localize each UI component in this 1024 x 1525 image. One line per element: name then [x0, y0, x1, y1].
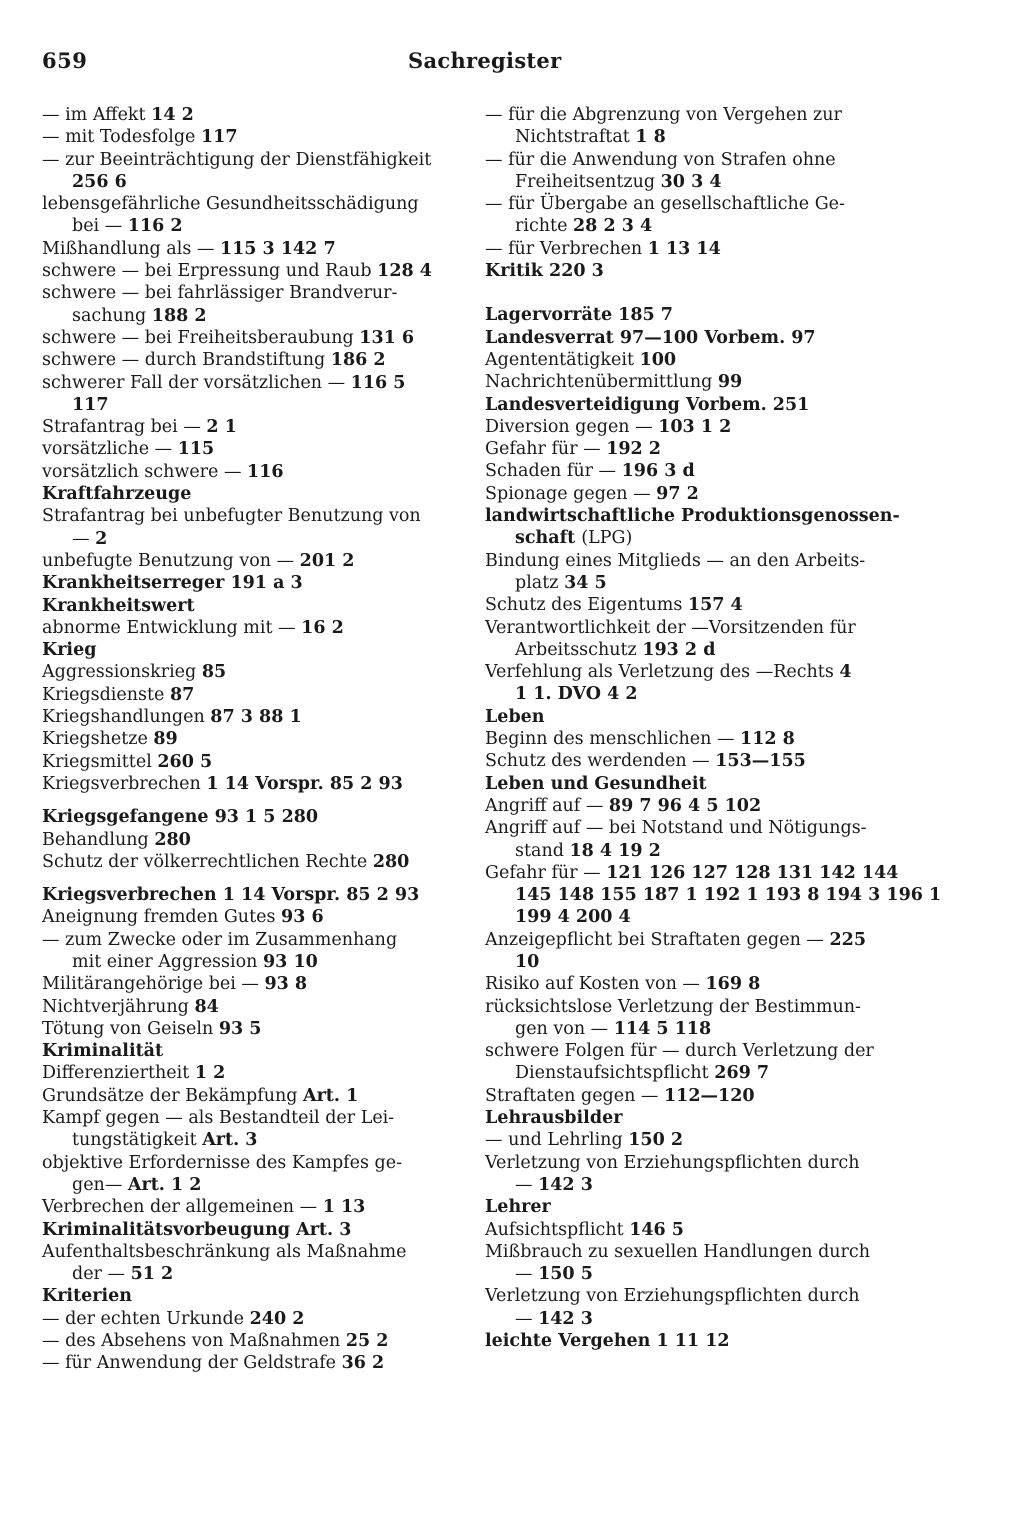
index-term: Bindung eines Mitglieds — an den Arbeits-	[485, 550, 866, 571]
index-entry-line	[42, 1085, 462, 1107]
index-entry-line	[485, 1174, 903, 1196]
index-term: vorsätzliche —	[42, 439, 178, 460]
index-reference: 1 13	[322, 1197, 366, 1218]
index-reference: 196 3 d	[621, 461, 695, 482]
index-entry-line	[42, 906, 462, 928]
index-term: Mißhandlung als —	[42, 238, 220, 259]
index-term: vorsätzlich schwere —	[42, 461, 248, 482]
index-reference: 225	[829, 929, 867, 950]
index-entry-line	[485, 750, 903, 772]
index-entry-line	[485, 371, 903, 393]
index-reference: 128 4	[377, 261, 432, 282]
index-reference: Art. 1	[303, 1085, 359, 1106]
index-reference: 51 2	[130, 1264, 174, 1285]
index-entry-line	[485, 862, 903, 884]
index-reference: 169 8	[705, 974, 761, 995]
index-entry-line	[485, 996, 903, 1018]
index-term: — mit Todesfolge	[42, 127, 201, 148]
index-term: bei —	[72, 216, 128, 237]
index-reference: 93 5	[218, 1018, 262, 1039]
index-entry-line	[485, 394, 903, 416]
index-entry-line	[42, 728, 462, 750]
index-term: Aufenthaltsbeschränkung als Maßnahme	[42, 1241, 407, 1262]
index-term: Militärangehörige bei —	[42, 974, 265, 995]
index-term: Nachrichtenübermittlung	[485, 372, 718, 393]
index-entry-line	[485, 104, 903, 126]
index-term: sachung	[72, 305, 152, 326]
index-reference: 1 2	[194, 1063, 226, 1084]
index-entry-line	[485, 1129, 903, 1151]
index-reference: landwirtschaftliche Produktionsgenossen-	[485, 506, 900, 527]
index-term: Nichtstraftat	[515, 127, 636, 148]
index-reference: 115	[177, 439, 215, 460]
index-entry-line	[42, 327, 462, 349]
index-term: platz	[515, 572, 565, 593]
index-reference: 89	[153, 729, 178, 750]
index-entry-line	[485, 527, 903, 549]
index-reference: 150 5	[538, 1264, 593, 1285]
index-term: Agententätigkeit	[485, 349, 640, 370]
index-reference: Kritik 220 3	[485, 261, 604, 282]
index-reference: 153—155	[715, 751, 806, 772]
index-term: Mißbrauch zu sexuellen Handlungen durch	[485, 1241, 870, 1262]
index-entry-line	[42, 349, 462, 371]
index-term: stand	[515, 840, 570, 861]
index-entry-line	[42, 171, 462, 193]
index-entry-line	[42, 1174, 462, 1196]
index-entry-line	[42, 751, 462, 773]
index-term: Beginn des menschlichen —	[485, 729, 741, 750]
index-reference: 36 2	[341, 1353, 385, 1374]
index-reference: 16 2	[301, 617, 344, 638]
index-reference: 87 3 88 1	[210, 707, 302, 728]
index-entry-line	[42, 1219, 462, 1241]
index-reference: 117	[72, 394, 109, 415]
index-term: Kampf gegen — als Bestandteil der Lei-	[42, 1108, 395, 1129]
index-entry-line	[485, 706, 903, 728]
index-entry-line	[485, 683, 903, 705]
index-reference: 18 4 19 2	[569, 840, 661, 861]
index-entry-line	[42, 1308, 462, 1330]
index-term: Schaden für —	[485, 461, 622, 482]
index-entry-line	[42, 851, 462, 873]
index-reference: 116	[247, 461, 284, 482]
index-entry-line	[485, 1241, 903, 1263]
index-entry-line	[42, 973, 462, 995]
index-term: — für Übergabe an gesellschaftliche Ge-	[485, 194, 845, 215]
index-entry-line	[485, 617, 903, 639]
index-entry-line	[485, 1018, 903, 1040]
index-term: objektive Erfordernisse des Kampfes ge-	[42, 1152, 403, 1173]
index-reference: 142 3	[538, 1174, 593, 1195]
index-reference: 121 126 127 128 131 142 144	[606, 862, 899, 883]
index-entry-line	[485, 438, 903, 460]
index-reference: 186 2	[330, 350, 386, 371]
index-entry-line	[485, 171, 903, 193]
index-entry-line	[42, 1263, 462, 1285]
index-entry-line	[42, 1129, 462, 1151]
index-entry-line	[485, 1330, 903, 1352]
index-reference: 97 2	[656, 483, 699, 504]
index-reference: 280	[154, 829, 191, 850]
index-reference: 28 2 3 4	[573, 216, 653, 237]
index-term: — für Anwendung der Geldstrafe	[42, 1353, 342, 1374]
index-reference: 131 6	[359, 327, 415, 348]
index-entry-line	[42, 394, 462, 416]
index-term: Strafantrag bei —	[42, 417, 207, 438]
index-entry-line	[42, 884, 462, 906]
index-entry-line	[485, 238, 903, 260]
index-term: Kriegsmittel	[42, 751, 158, 772]
index-term: — für die Anwendung von Strafen ohne	[485, 149, 836, 170]
index-term: schwere — bei Freiheitsberaubung	[42, 327, 360, 348]
index-column-left	[42, 104, 462, 1375]
index-term: — zum Zwecke oder im Zusammenhang	[42, 929, 398, 950]
index-term: Angriff auf — bei Notstand und Nötigungs-	[485, 818, 867, 839]
index-reference: 117	[200, 127, 238, 148]
index-entry-line	[42, 684, 462, 706]
index-entry-line	[485, 304, 903, 326]
index-entry-line	[485, 1308, 903, 1330]
index-entry-line	[42, 806, 462, 828]
index-entry-line	[42, 1018, 462, 1040]
index-reference: leichte Vergehen 1 11 12	[485, 1331, 730, 1352]
index-entry-line	[485, 260, 903, 282]
index-term: —	[72, 528, 96, 549]
index-entry-line	[485, 1219, 903, 1241]
index-term: — der echten Urkunde	[42, 1308, 250, 1329]
index-reference: 1 14 Vorspr. 85 2 93	[206, 773, 403, 794]
index-entry-line	[485, 728, 903, 750]
index-entry-line	[42, 617, 462, 639]
index-entry-line	[42, 595, 462, 617]
index-entry-line	[42, 461, 462, 483]
index-reference: 10	[515, 951, 540, 972]
index-entry-line	[485, 550, 903, 572]
index-entry-line	[485, 460, 903, 482]
index-reference: Art. 1 2	[127, 1174, 202, 1195]
index-reference: 1 13 14	[647, 238, 721, 259]
index-entry-line	[485, 773, 903, 795]
index-entry-line	[485, 327, 903, 349]
index-reference: 30 3 4	[660, 171, 722, 192]
index-term: gen—	[72, 1174, 128, 1195]
index-reference: 112—120	[664, 1085, 755, 1106]
index-entry-line	[485, 817, 903, 839]
index-entry-line	[42, 996, 462, 1018]
index-entry-line	[485, 594, 903, 616]
index-entry-line	[485, 906, 903, 928]
index-reference: 201 2	[299, 550, 355, 571]
index-term: Schutz der völkerrechtlichen Rechte	[42, 851, 373, 872]
index-term: Verbrechen der allgemeinen —	[42, 1197, 323, 1218]
index-entry-line	[42, 572, 462, 594]
index-reference: Leben	[485, 706, 545, 727]
index-reference: 199 4 200 4	[515, 907, 631, 928]
index-term: schwere — durch Brandstiftung	[42, 350, 331, 371]
index-reference: 116 5	[350, 372, 406, 393]
index-term: lebensgefährliche Gesundheitsschädigung	[42, 194, 419, 215]
index-term: Gefahr für —	[485, 862, 607, 883]
index-entry-line	[42, 1241, 462, 1263]
index-entry-line	[485, 929, 903, 951]
index-term: Anzeigepflicht bei Straftaten gegen —	[485, 929, 830, 950]
index-term: Grundsätze der Bekämpfung	[42, 1085, 303, 1106]
index-entry-line	[485, 1152, 903, 1174]
index-reference: 157 4	[687, 595, 743, 616]
index-reference: schaft	[515, 528, 582, 549]
index-reference: 85	[201, 662, 227, 683]
index-entry-line	[485, 951, 903, 973]
index-entry-line	[485, 1040, 903, 1062]
index-reference: 34 5	[564, 572, 607, 593]
index-reference: Leben und Gesundheit	[485, 773, 707, 794]
index-reference: Kriegsverbrechen 1 14 Vorspr. 85 2 93	[42, 885, 420, 906]
index-reference: 1 1. DVO 4 2	[515, 684, 638, 705]
index-reference: 240 2	[249, 1308, 305, 1329]
index-entry-line	[42, 305, 462, 327]
index-term: Aufsichtspflicht	[485, 1219, 630, 1240]
index-entry-line	[42, 773, 462, 795]
index-column-right	[485, 104, 942, 1352]
index-reference: 112 8	[740, 729, 795, 750]
index-term: Angriff auf —	[485, 795, 609, 816]
index-entry-line	[42, 929, 462, 951]
index-reference: Krankheitserreger 191 a 3	[42, 573, 303, 594]
index-entry-line	[485, 1196, 903, 1218]
index-entry-line	[42, 505, 462, 527]
index-reference: Lehrer	[485, 1197, 551, 1218]
index-entry-line	[42, 1107, 462, 1129]
index-entry-line	[485, 1062, 903, 1084]
index-reference: Krieg	[42, 640, 97, 661]
index-entry-line	[485, 572, 903, 594]
index-entry-line	[485, 416, 903, 438]
index-entry-line	[42, 438, 462, 460]
index-term: — im Affekt	[42, 105, 152, 125]
page-number: 659	[42, 48, 88, 73]
index-entry-line	[42, 193, 462, 215]
index-term: mit einer Aggression	[72, 951, 263, 972]
index-entry-line	[485, 1263, 903, 1285]
page-title: Sachregister	[408, 48, 562, 73]
index-reference: 192 2	[606, 439, 661, 460]
index-term: Schutz des werdenden —	[485, 751, 716, 772]
index-reference: 103 1 2	[658, 416, 732, 437]
index-reference: 116 2	[127, 216, 183, 237]
index-term: schwere Folgen für — durch Verletzung der	[485, 1041, 874, 1062]
index-reference: Kriegsgefangene 93 1 5 280	[42, 807, 319, 828]
index-term: (LPG)	[581, 528, 633, 549]
index-entry-line	[485, 215, 903, 237]
index-term: Tötung von Geiseln	[42, 1018, 219, 1039]
index-reference: 87	[169, 684, 195, 705]
index-term: Arbeitsschutz	[515, 639, 643, 660]
index-term: Freiheitsentzug	[515, 171, 661, 192]
index-term: Verletzung von Erziehungspflichten durch	[485, 1286, 860, 1307]
index-reference: Kraftfahrzeuge	[42, 484, 192, 505]
index-term: Straftaten gegen —	[485, 1085, 664, 1106]
index-reference: Kriminalitätsvorbeugung Art. 3	[42, 1219, 352, 1240]
index-term: schwere — bei Erpressung und Raub	[42, 261, 378, 282]
index-reference: 99	[717, 372, 743, 393]
index-term: unbefugte Benutzung von —	[42, 550, 300, 571]
index-reference: 188 2	[151, 305, 207, 326]
index-reference: 93 8	[264, 974, 308, 995]
index-term: Nichtverjährung	[42, 996, 195, 1017]
index-entry-line	[42, 215, 462, 237]
index-term: Dienstaufsichtspflicht	[515, 1063, 715, 1084]
index-entry-line	[42, 149, 462, 171]
index-reference: 260 5	[157, 751, 213, 772]
index-entry-line	[485, 795, 903, 817]
index-term: Schutz des Eigentums	[485, 595, 688, 616]
index-reference: 1 8	[635, 127, 666, 148]
index-reference: 2	[95, 528, 108, 549]
index-term: der —	[72, 1264, 131, 1285]
index-reference: Landesverrat 97—100 Vorbem. 97	[485, 327, 816, 348]
index-reference: 142 3	[538, 1308, 593, 1329]
index-term: Risiko auf Kosten von —	[485, 974, 706, 995]
index-term: Aggressionskrieg	[42, 662, 202, 683]
index-reference: 256 6	[72, 171, 127, 192]
index-entry-line	[42, 829, 462, 851]
index-reference: 100	[639, 349, 677, 370]
index-reference: 193 2 d	[642, 639, 716, 660]
index-reference: Kriminalität	[42, 1041, 164, 1062]
index-term: Spionage gegen —	[485, 483, 657, 504]
index-term: Kriegsverbrechen	[42, 773, 207, 794]
index-term: richte	[515, 216, 573, 237]
index-term: Verfehlung als Verletzung des —Rechts	[485, 662, 840, 683]
index-reference: 150 2	[628, 1130, 684, 1151]
index-term: schwerer Fall der vorsätzlichen —	[42, 372, 351, 393]
index-term: — zur Beeinträchtigung der Dienstfähigkeit	[42, 149, 432, 170]
index-reference: 14 2	[151, 105, 194, 125]
index-entry-line	[42, 372, 462, 394]
index-entry-line	[485, 193, 903, 215]
index-entry-line	[485, 349, 903, 371]
index-entry-line	[485, 661, 903, 683]
index-reference: 84	[194, 996, 219, 1017]
index-entry-line	[42, 1040, 462, 1062]
index-term: —	[515, 1174, 539, 1195]
index-entry-line	[485, 840, 903, 862]
index-reference: 269 7	[714, 1063, 770, 1084]
index-term: — und Lehrling	[485, 1130, 629, 1151]
index-reference: 4	[839, 662, 852, 683]
index-entry-line	[485, 1107, 903, 1129]
index-reference: 145 148 155 187 1 192 1 193 8 194 3 196 1	[515, 885, 942, 906]
index-term: —	[515, 1264, 539, 1285]
index-term: tungstätigkeit	[72, 1130, 203, 1151]
index-entry-line	[485, 1285, 903, 1307]
index-entry-line	[42, 706, 462, 728]
index-term: Strafantrag bei unbefugter Benutzung von	[42, 506, 421, 527]
index-entry-line	[485, 639, 903, 661]
index-term: Gefahr für —	[485, 439, 607, 460]
index-entry-line	[42, 1330, 462, 1352]
index-reference: 280	[372, 851, 410, 872]
index-term: Behandlung	[42, 829, 155, 850]
index-entry-line	[42, 238, 462, 260]
index-term: — für die Abgrenzung von Vergehen zur	[485, 105, 842, 125]
index-reference: Kriterien	[42, 1286, 133, 1307]
index-entry-line	[42, 260, 462, 282]
index-entry-line	[42, 416, 462, 438]
index-reference: Art. 3	[202, 1130, 258, 1151]
index-entry-line	[485, 1085, 903, 1107]
index-entry-line	[42, 126, 462, 148]
index-reference: Lagervorräte 185 7	[485, 305, 673, 326]
index-entry-line	[42, 550, 462, 572]
index-entry-line	[42, 528, 462, 550]
index-entry-line	[485, 149, 903, 171]
index-entry-line	[42, 282, 462, 304]
index-entry-line	[485, 126, 903, 148]
index-term: Verletzung von Erziehungspflichten durch	[485, 1152, 860, 1173]
index-term: — für Verbrechen	[485, 238, 648, 259]
index-reference: 25 2	[345, 1331, 389, 1352]
index-entry-line	[42, 1196, 462, 1218]
index-term: rücksichtslose Verletzung der Bestimmun-	[485, 996, 861, 1017]
index-reference: 115 3 142 7	[219, 238, 336, 259]
index-reference: Lehrausbilder	[485, 1108, 623, 1129]
index-reference: Landesverteidigung Vorbem. 251	[485, 394, 810, 415]
index-entry-line	[485, 884, 942, 906]
index-entry-line	[42, 1062, 462, 1084]
index-entry-line	[485, 973, 903, 995]
index-term: —	[515, 1308, 539, 1329]
index-entry-line	[485, 505, 903, 527]
index-entry-line	[42, 1352, 462, 1374]
index-term: gen von —	[515, 1018, 614, 1039]
index-reference: Krankheitswert	[42, 595, 195, 616]
index-term: Aneignung fremden Gutes	[42, 907, 282, 928]
index-term: schwere — bei fahrlässiger Brandverur-	[42, 283, 398, 304]
index-reference: 93 10	[263, 951, 318, 972]
index-reference: 2 1	[206, 417, 237, 438]
index-entry-line	[42, 1152, 462, 1174]
index-entry-line	[42, 483, 462, 505]
index-entry-line	[42, 1285, 462, 1307]
index-term: Kriegshandlungen	[42, 707, 211, 728]
index-term: Differenziertheit	[42, 1063, 195, 1084]
index-term: Kriegshetze	[42, 729, 154, 750]
index-term: Kriegsdienste	[42, 684, 170, 705]
index-term: Verantwortlichkeit der —Vorsitzenden für	[485, 617, 856, 638]
index-entry-line	[42, 951, 462, 973]
index-entry-line	[42, 104, 462, 126]
index-entry-line	[485, 483, 903, 505]
index-reference: 89 7 96 4 5 102	[608, 795, 762, 816]
index-reference: 146 5	[629, 1219, 684, 1240]
index-entry-line	[42, 639, 462, 661]
index-entry-line	[42, 661, 462, 683]
index-term: Diversion gegen —	[485, 416, 659, 437]
index-term: abnorme Entwicklung mit —	[42, 617, 302, 638]
index-reference: 114 5 118	[613, 1018, 712, 1039]
index-reference: 93 6	[281, 907, 324, 928]
index-term: — des Absehens von Maßnahmen	[42, 1331, 346, 1352]
